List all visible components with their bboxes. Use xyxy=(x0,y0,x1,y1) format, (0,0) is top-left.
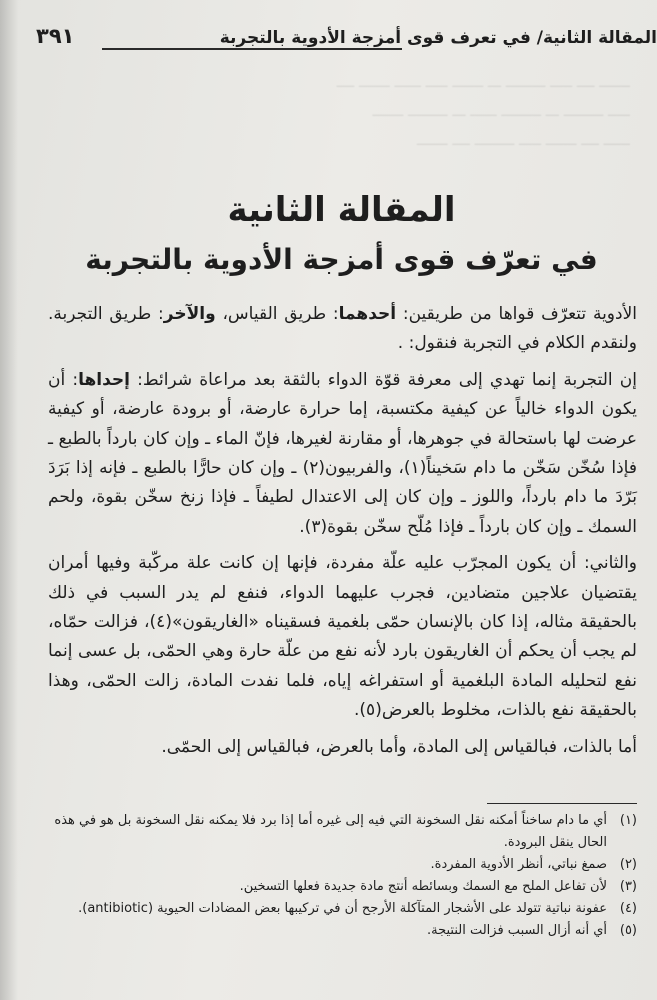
footnote-number: (٥) xyxy=(619,923,637,938)
footnote-text: أي ما دام ساخناً أمكنه نقل السخونة التي فيه إلى غيره أما إذا برد فلا يمكنه نقل السخونة بل هو في هذه الحال ينقل البرودة. xyxy=(54,813,607,850)
footnote xyxy=(40,898,637,920)
page-gutter-shadow xyxy=(0,0,18,1000)
text-run: : طريق القياس، xyxy=(215,304,339,324)
paragraph-2 xyxy=(48,366,637,542)
bold-text-run: إحداها xyxy=(78,369,130,390)
footnotes xyxy=(40,810,637,942)
footnote-number: (٣) xyxy=(619,879,637,894)
text-run: (٢) xyxy=(302,458,325,479)
footnote-rule xyxy=(487,803,637,804)
paragraph-1 xyxy=(48,300,637,359)
footnote-number: (٢) xyxy=(619,857,637,872)
paragraph-4 xyxy=(48,733,637,762)
text-run: (٥) xyxy=(359,700,382,721)
text-run: (١) xyxy=(403,458,427,479)
text-run: إن التجربة إنما تهدي إلى معرفة قوّة الدواء بالثقة بعد مراعاة شرائط: xyxy=(129,369,637,390)
text-run: . xyxy=(299,516,305,537)
footnote xyxy=(40,920,637,942)
show-through-text: ـــــــ ــــ ـــــ ـــــــــ ـــ ـــــــ ـــــ ــــــ ـــــــ ــــ ـــــ ـــــــــ ـــ ـــــــــ ــــــ ـــ ـــــــــ ـــــــ ــــــ ــــ ـــــــ ـــــ ـــــــــ ــــ ـــــــ xyxy=(336,73,630,149)
text-run: : طريق التجربة. ولنقدم الكلام في التجربة فنقول: . xyxy=(48,304,637,354)
footnote-text: عفونة نباتية تتولد على الأشجار المتآكلة الأرجح أن في تركيبها بعض المضادات الحيوية (antibiotic). xyxy=(78,901,607,916)
footnote xyxy=(40,876,637,898)
footnote xyxy=(40,854,637,876)
bold-text-run: والآخر xyxy=(163,304,216,324)
page-number: ٣٩١ xyxy=(36,24,75,48)
text-run: ـ وإن كان حارًّا بالطبع ـ فإنه إذا بَرَدَ بَرّدَ ما دام بارداً، واللوز ـ وإن كان إلى الاعتدال لطيفاً ـ فإذا زنخ سخّن بقوة، ولحم السمك ـ وإن كان بارداً ـ فإذا مُلّح سخّن بقوة xyxy=(48,458,637,537)
footnote-number: (١) xyxy=(619,813,637,828)
body-text xyxy=(48,300,637,762)
footnote xyxy=(40,810,637,854)
text-run: . xyxy=(354,700,360,721)
page-header xyxy=(36,22,657,62)
footnote-text: صمغ نباتي، أنظر الأدوية المفردة. xyxy=(430,857,607,872)
footnote-text: لأن تفاعل الملح مع السمك وبسائطه أنتج مادة جديدة فعلها التسخين. xyxy=(239,879,607,894)
chapter-subtitle: في تعرّف قوى أمزجة الأدوية بالتجربة xyxy=(85,243,598,276)
text-run: : أن يكون الدواء خالياً عن كيفية مكتسبة، إما حرارة عارضة، أو برودة عارضة، أو كيفية عرضت لها باستحالة في جوهرها، أو مقارنة لغيرها، فإنّ الماء ـ وإن كان بارداً بالطبع ـ فإذا سُخّن سَخّن ما دام سَخيناً xyxy=(48,369,637,479)
text-run: ، فزالت حمّاه، لم يجب أن يحكم أن الغاريقون بارد لأنه نفع من علّة حارة وهي الحمّى، بل عسى إنما نفع لتحليله المادة البلغمية أو استفراغه إياه، فلما نفدت المادة، زالت الحمّى، وهذا بالحقيقة نفع بالذات، مخلوط بالعرض xyxy=(48,612,637,721)
text-run: (٣) xyxy=(304,516,328,537)
footnote-number: (٤) xyxy=(619,901,637,916)
text-run: الأدوية تتعرّف قواها من طريقين: xyxy=(396,304,637,324)
text-run: أما بالذات، فبالقياس إلى المادة، وأما بالعرض، فبالقياس إلى الحمّى. xyxy=(161,736,637,757)
text-run: ، والفربيون xyxy=(325,458,404,479)
header-rule xyxy=(102,48,402,50)
text-run: (٤) xyxy=(149,612,172,633)
paragraph-3 xyxy=(48,549,637,725)
running-head: المقالة الثانية/ في تعرف قوى أمزجة الأدوية بالتجربة xyxy=(219,28,657,48)
text-run: والثاني: أن يكون المجرّب عليه علّة مفردة، فإنها إن كانت علة مركّبة وفيها أمران يقتضيان علاجين متضادين، فجرب عليهما الدواء، فنفع لم يدر السبب في ذلك بالحقيقة مثاله، إذا كان بالإنسان حمّى بلغمية فسقيناه «الغاريقون» xyxy=(48,553,637,633)
footnote-text: أي أنه أزال السبب فزالت النتيجة. xyxy=(426,923,607,938)
bold-text-run: أحدهما xyxy=(338,304,397,324)
chapter-title: المقالة الثانية xyxy=(227,190,456,230)
